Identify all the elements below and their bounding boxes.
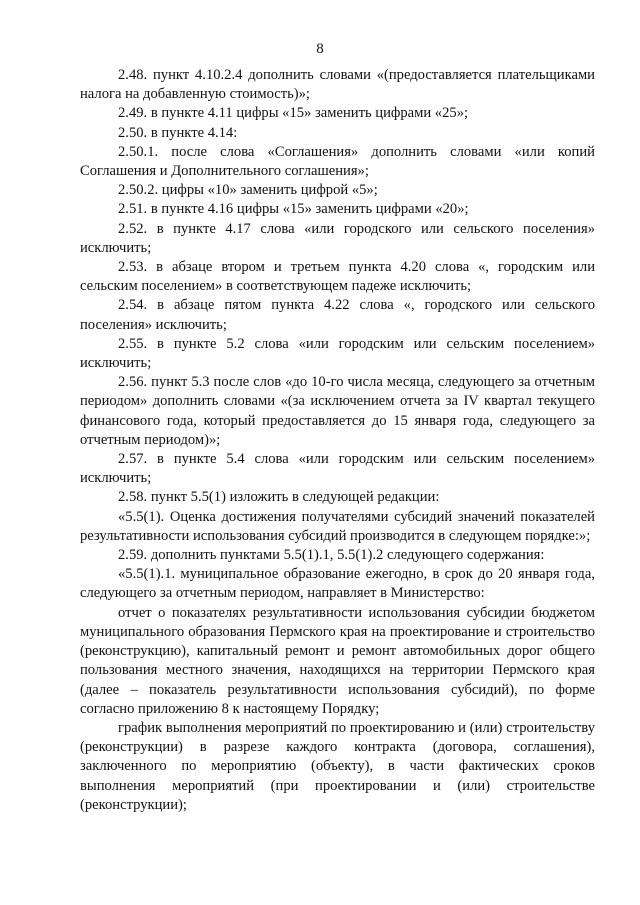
paragraph-2-50-2: 2.50.2. цифры «10» заменить цифрой «5»; [118,182,378,199]
paragraph-2-59: 2.59. дополнить пунктами 5.5(1).1, 5.5(1).2 следующего содержания: [118,547,545,564]
paragraph-2-55: 2.55. в пункте 5.2 слова «или городским или сельским поселением» исключить; [80,335,595,372]
paragraph-2-51: 2.51. в пункте 4.16 цифры «15» заменить цифрами «20»; [118,201,469,218]
paragraph-2-54: 2.54. в абзаце пятом пункта 4.22 слова «, городского или сельского поселения» исключить; [80,297,595,333]
paragraph-2-49: 2.49. в пункте 4.11 цифры «15» заменить цифрами «25»; [118,105,469,122]
document-body [80,66,595,815]
paragraph-2-53: 2.53. в абзаце втором и третьем пункта 4.20 слова «, городским или сельским поселением» в соответствующем падеже исключить; [80,259,595,295]
paragraph-2-50: 2.50. в пункте 4.14: [118,124,238,141]
paragraph-2-52: 2.52. в пункте 4.17 слова «или городского или сельского поселения» исключить; [80,220,595,256]
page-number: 8 [316,41,324,57]
paragraph-2-58: 2.58. пункт 5.5(1) изложить в следующей редакции: [118,489,440,506]
paragraph-report: отчет о показателях результативности использования субсидии бюджетом муниципального образования Пермского края на проектирование и строительство (реконструкцию), капитальный ремонт и ремонт автомобильных дорог общего пользования местного значения, находящихся на территории Пермского края (далее – показатель результативности использования субсидий), по форме согласно приложению 8 к настоящему Порядку; [80,604,595,717]
paragraph-5-5-1: «5.5(1). Оценка достижения получателями субсидий значений показателей результативности использования субсидий производится в следующем порядке:»; [80,508,595,544]
paragraph-2-50-1: 2.50.1. после слова «Соглашения» дополнить словами «или копий Соглашения и Дополнительного соглашения»; [80,143,595,180]
paragraph-2-48: 2.48. пункт 4.10.2.4 дополнить словами «(предоставляется плательщиками налога на добавленную стоимость)»; [80,67,595,103]
paragraph-2-56: 2.56. пункт 5.3 после слов «до 10-го числа месяца, следующего за отчетным периодом» дополнить словами «(за исключением отчета за IV квартал текущего финансового года, который предоставляется до 15 января года, следующего за отчетным периодом)»; [80,374,595,448]
paragraph-schedule: график выполнения мероприятий по проектированию и (или) строительству (реконструкции) в разрезе каждого контракта (договора, соглашения), заключенного по мероприятию (объекту), в части фактических сроков выполнения мероприятий (при проектировании и (или) строительстве (реконструкции); [80,719,595,813]
paragraph-2-57: 2.57. в пункте 5.4 слова «или городским или сельским поселением» исключить; [80,451,595,487]
paragraph-5-5-1-1: «5.5(1).1. муниципальное образование ежегодно, в срок до 20 января года, следующего за отчетным периодом, направляет в Министерство: [80,566,595,602]
